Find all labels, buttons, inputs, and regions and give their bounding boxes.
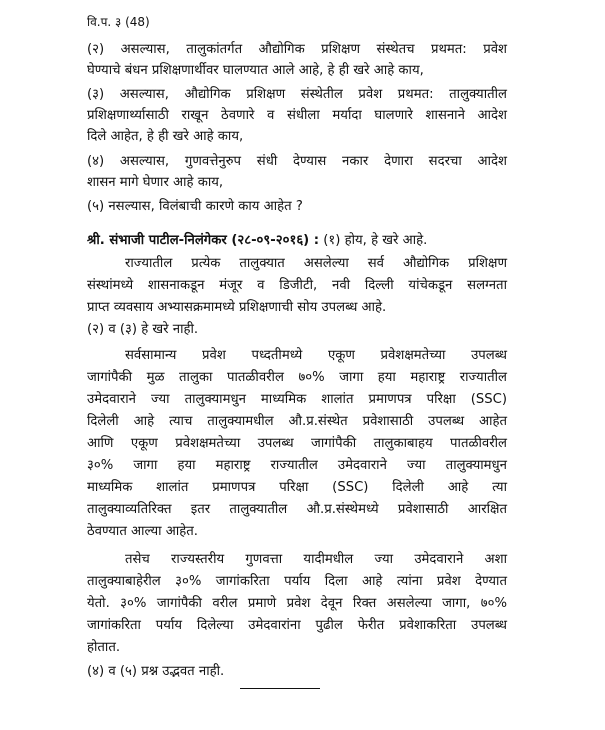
para-3-line-3: येतो. ३०% जागांपैकी वरील प्रमाणे प्रवेश देवून रिक्त असलेल्या जागा, ७०% bbox=[87, 596, 507, 611]
para-2-line-9: ठेवण्यात आल्या आहेत. bbox=[87, 524, 198, 539]
answer-4-5: (४) व (५) प्रश्न उद्भवत नाही. bbox=[87, 664, 225, 679]
para-2-line-6: ३०% जागा हया महाराष्ट्र राज्यातील उमेदवाराने ज्या तालुक्यामधुन bbox=[87, 458, 507, 473]
para-3-line-5: होतात. bbox=[87, 640, 121, 655]
answer-speaker: श्री. संभाजी पाटील-निलंगेकर (२८-०९-२०१६) : bbox=[87, 233, 320, 248]
question-3-line-3: दिले आहेत, हे ही खरे आहे काय, bbox=[87, 129, 244, 144]
para-2-line-1: सर्वसामान्य प्रवेश पध्दतीमध्ये एकूण प्रवेशक्षमतेच्या उपलब्ध bbox=[125, 348, 507, 363]
closing-divider bbox=[240, 688, 320, 689]
para-2-line-7: माध्यमिक शालांत प्रमाणपत्र परिक्षा (SSC) दिलेली आहे त्या bbox=[87, 480, 507, 495]
para-2-line-4: दिलेली आहे त्याच तालुक्यामधील औ.प्र.संस्थेत प्रवेशासाठी उपलब्ध आहेत bbox=[87, 414, 507, 429]
question-3-line-1: (३) असल्यास, औद्योगिक प्रशिक्षण संस्थेतील प्रवेश प्रथमत: तालुक्यातील bbox=[87, 87, 507, 102]
answer-1: (१) होय, हे खरे आहे. bbox=[323, 233, 428, 248]
question-4-line-2: शासन मागे घेणार आहे काय, bbox=[87, 175, 224, 190]
question-4-line-1: (४) असल्यास, गुणवत्तेनुरुप संधी देण्यास नकार देणारा सदरचा आदेश bbox=[87, 154, 507, 169]
para-3-line-1: तसेच राज्यस्तरीय गुणवत्ता यादीमधील ज्या उमेदवाराने अशा bbox=[125, 552, 507, 567]
para-2-line-2: जागांपैकी मुळ तालुका पातळीवरील ७०% जागा हया महाराष्ट्र राज्यातील bbox=[87, 370, 507, 385]
question-3-line-2: प्रशिक्षणार्थ्यासाठी राखून ठेवणारे व संधीला मर्यादा घालणारे शासनाने आदेश bbox=[87, 108, 507, 123]
para-2-line-3: उमेदवाराने ज्या तालुक्यामधुन माध्यमिक शालांत प्रमाणपत्र परिक्षा (SSC) bbox=[87, 392, 507, 407]
para-1-line-1: राज्यातील प्रत्येक तालुक्यात असलेल्या सर्व औद्योगिक प्रशिक्षण bbox=[125, 256, 507, 271]
para-1-line-3: प्राप्त व्यवसाय अभ्यासक्रमामध्ये प्रशिक्षणाची सोय उपलब्ध आहे. bbox=[87, 300, 387, 315]
answer-2-3: (२) व (३) हे खरे नाही. bbox=[87, 322, 199, 337]
question-2-line-1: (२) असल्यास, तालुकांतर्गत औद्योगिक प्रशिक्षण संस्थेतच प्रथमत: प्रवेश bbox=[87, 42, 507, 57]
question-2-line-2: घेण्याचे बंधन प्रशिक्षणार्थीवर घालण्यात आले आहे, हे ही खरे आहे काय, bbox=[87, 63, 424, 78]
answer-heading bbox=[87, 231, 507, 251]
question-5: (५) नसल्यास, विलंबाची कारणे काय आहेत ? bbox=[87, 199, 303, 214]
page-header: वि.प. ३ (48) bbox=[87, 15, 150, 29]
para-3-line-4: जागांकरिता पर्याय दिलेल्या उमेदवारांना पुढील फेरीत प्रवेशाकरिता उपलब्ध bbox=[87, 618, 507, 633]
para-2-line-5: आणि एकूण प्रवेशक्षमतेच्या उपलब्ध जागांपैकी तालुकाबाहय पातळीवरील bbox=[87, 436, 507, 451]
para-3-line-2: तालुक्याबाहेरील ३०% जागांकरिता पर्याय दिला आहे त्यांना प्रवेश देण्यात bbox=[87, 574, 507, 589]
para-1-line-2: संस्थांमध्ये शासनाकडून मंजूर व डिजीटी, नवी दिल्ली यांचेकडून सलग्नता bbox=[87, 278, 507, 293]
para-2-line-8: तालुक्याव्यतिरिक्त इतर तालुक्यातील औ.प्र.संस्थेमध्ये प्रवेशासाठी आरक्षित bbox=[87, 502, 507, 517]
